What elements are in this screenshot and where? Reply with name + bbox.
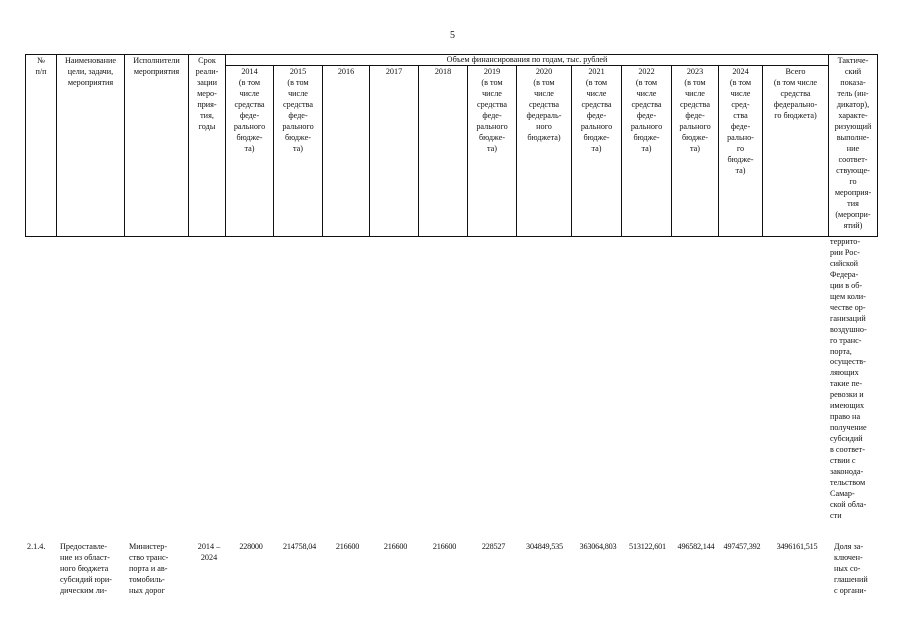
header-2024: 2024 (в том числе сред- ства феде- рально- го бюдже- та) xyxy=(719,66,763,237)
table-row xyxy=(0,542,905,612)
row-name: Предоставле- ние из област- ного бюджета субсидий юри- дическим ли- xyxy=(60,542,112,595)
header-2020: 2020 (в том числе средства федераль- ного бюджета) xyxy=(517,66,572,237)
row-value-2017: 216600 xyxy=(383,542,408,551)
header-row xyxy=(26,55,878,66)
header-2021: 2021 (в том числе средства феде- рального бюдже- та) xyxy=(572,66,622,237)
row-value-2014: 228000 xyxy=(239,542,263,551)
header-financing-group: Объем финансирования по годам, тыс. рублей xyxy=(226,55,829,66)
row-value-2019: 228527 xyxy=(481,542,506,551)
header-total: Всего (в том числе средства федерально- го бюджета) xyxy=(763,66,829,237)
row-indicator: Доля за- ключен- ных со- глашений с органи- xyxy=(834,542,868,595)
row-value-2023: 496582,144 xyxy=(677,542,715,551)
header-term: Срок реали- зации меро- прия- тия, годы xyxy=(189,55,226,237)
page-number: 5 xyxy=(450,30,455,41)
row-value-2024: 497457,392 xyxy=(723,542,761,551)
row-value-2020: 304849,535 xyxy=(526,542,563,551)
header-2016: 2016 xyxy=(323,66,370,237)
header-name: Наименование цели, задачи, мероприятия xyxy=(57,55,125,237)
header-2019: 2019 (в том числе средства феде- рального бюдже- та) xyxy=(468,66,517,237)
header-executors: Исполнители мероприятия xyxy=(125,55,189,237)
header-2015: 2015 (в том числе средства феде- рального бюдже- та) xyxy=(274,66,323,237)
row-value-2022: 513122,601 xyxy=(629,542,666,551)
row-value-2016: 216600 xyxy=(335,542,360,551)
header-2022: 2022 (в том числе средства феде- рального бюдже- та) xyxy=(622,66,672,237)
row-value-2015: 214758,04 xyxy=(283,542,316,551)
row-value-2018: 216600 xyxy=(432,542,457,551)
header-2014: 2014 (в том числе средства феде- рального бюдже- та) xyxy=(226,66,274,237)
header-2018: 2018 xyxy=(419,66,468,237)
header-2023: 2023 (в том числе средства феде- рального бюдже- та) xyxy=(672,66,719,237)
row-number: 2.1.4. xyxy=(27,542,46,551)
financing-table xyxy=(25,54,878,237)
header-2017: 2017 xyxy=(370,66,419,237)
row-executors: Министер- ство транс- порта и ав- томобиль- ных дорог xyxy=(129,542,169,595)
header-number: № п/п xyxy=(26,55,57,237)
row-term: 2014 – 2024 xyxy=(197,542,221,562)
indicator-continuation: террито- рии Рос- сийской Федера- ции в об- щем коли- честве ор- ганизаций воздушно- го транс- порта, осуществ- ляющих такие пе- ревозки и имеющих право на получение субсидий в соответ- ствии с законода- тельством Самар- ской обла- сти xyxy=(830,237,867,520)
row-value-total: 3496161,515 xyxy=(776,542,818,551)
row-value-2021: 363064,803 xyxy=(579,542,617,551)
header-indicator: Тактиче- ский показа- тель (ин- дикатор), характe- ризующий выполне- ние соответ- ствующе- го мероприя- тия (меропри- ятий) xyxy=(829,55,878,237)
